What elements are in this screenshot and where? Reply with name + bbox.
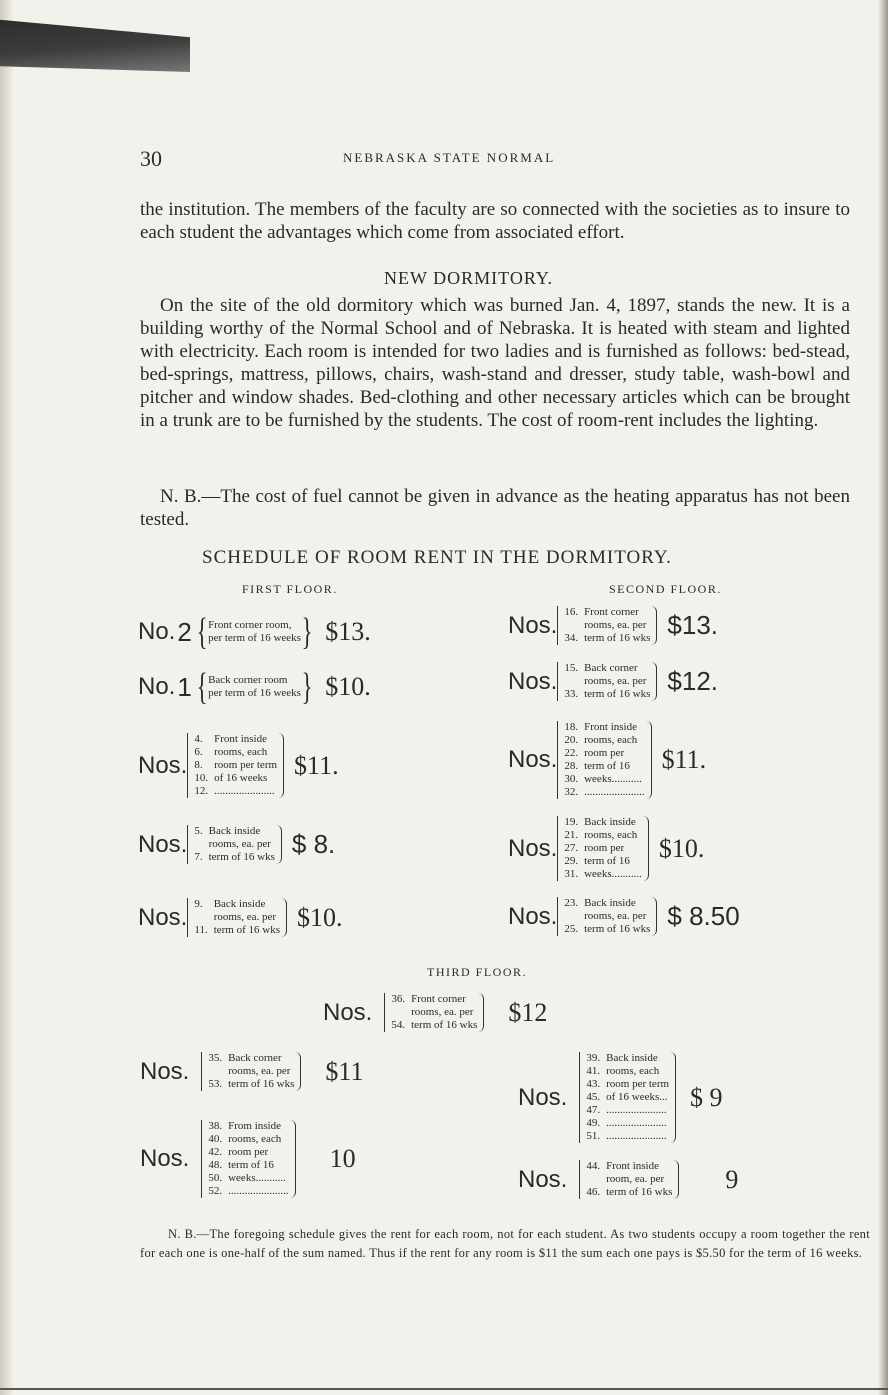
desc-line: Back inside <box>606 1052 658 1064</box>
room-number: 45. <box>586 1091 601 1103</box>
room-number: 7. <box>194 851 203 863</box>
entry-prefix: Nos. <box>140 1057 190 1085</box>
room-number <box>564 675 578 688</box>
room-number: 43. <box>586 1078 601 1090</box>
desc-line: Back corner room <box>208 674 288 686</box>
room-entry <box>508 662 718 701</box>
desc-line: ...................... <box>584 786 645 798</box>
room-entry <box>140 1120 356 1198</box>
room-number: 39. <box>586 1052 601 1064</box>
room-entry <box>508 816 704 881</box>
entry-prefix: No. <box>138 618 176 645</box>
desc-line: weeks........... <box>228 1172 286 1184</box>
desc-line: Front corner room, <box>208 619 292 631</box>
room-number <box>208 1065 222 1078</box>
dormitory-paragraph: On the site of the old dormitory which was burned Jan. 4, 1897, stands the new. It is a building worthy of the Normal School and of Nebraska. It is heated with steam and lighted with electricity. Each room is intended for two ladies and is furnished as follows: bed-stead, bed-springs, mattress, pillows, chairs, wash-stand and dresser, study table, wash-bowl and pitcher and window shades. Bed-clothing and other necessary articles which can be brought in a trunk are to be furnished by the students. The cost of room-rent includes the lighting. <box>140 295 850 431</box>
room-entry <box>508 606 718 645</box>
desc-line: rooms, ea. per <box>208 838 271 850</box>
room-price: $11. <box>661 745 707 774</box>
desc-line: term of 16 wks <box>213 924 280 936</box>
room-price: $12 <box>508 997 548 1027</box>
entry-prefix: Nos. <box>138 830 188 858</box>
room-price: $10. <box>297 902 343 932</box>
room-number: 9. <box>194 898 203 910</box>
desc-line: Back inside <box>584 816 636 828</box>
entry-prefix: Nos. <box>508 611 558 639</box>
desc-line: ...................... <box>606 1117 667 1129</box>
desc-line: rooms, each <box>606 1065 660 1077</box>
desc-line: per term of 16 weeks <box>208 632 301 644</box>
entry-prefix: Nos. <box>508 746 558 773</box>
room-number: 10. <box>194 772 209 784</box>
desc-line: term of 16 wks <box>208 851 275 863</box>
desc-line: rooms, ea. per <box>213 911 277 923</box>
room-number: 28. <box>564 760 579 772</box>
room-number: 41. <box>586 1065 601 1077</box>
room-number: 1 <box>177 671 192 702</box>
room-number: 6. <box>194 746 203 758</box>
entry-prefix: Nos. <box>138 751 188 779</box>
room-entry <box>508 721 706 799</box>
room-number: 22. <box>564 747 579 759</box>
room-number: 34. <box>564 632 579 644</box>
room-entry <box>518 1160 738 1199</box>
intro-paragraph: the institution. The members of the faculty are so connected with the societies as to insure to each student the advantages which come from associated effort. <box>140 199 850 243</box>
entry-prefix: Nos. <box>508 834 558 862</box>
desc-line: ...................... <box>214 785 275 797</box>
page-edge-left <box>0 0 14 1395</box>
room-number: 12. <box>194 785 209 797</box>
room-entry <box>138 733 339 798</box>
desc-line: rooms, each <box>584 734 638 746</box>
room-number <box>564 910 578 923</box>
room-number: 27. <box>564 842 579 854</box>
desc-line: weeks........... <box>584 773 642 785</box>
fuel-note: N. B.—The cost of fuel cannot be given in advance as the heating apparatus has not been tested. <box>140 486 850 530</box>
room-number: 52. <box>208 1185 223 1197</box>
entry-prefix: Nos. <box>518 1083 568 1111</box>
room-number: 35. <box>208 1052 223 1064</box>
room-price: $ 8. <box>291 829 336 859</box>
desc-line: rooms, ea. per <box>411 1006 474 1018</box>
room-number: 42. <box>208 1146 223 1158</box>
entry-prefix: Nos. <box>508 902 558 930</box>
desc-line: Back corner <box>228 1052 282 1064</box>
desc-line: From inside <box>228 1120 281 1132</box>
room-price: $ 8.50 <box>667 901 740 931</box>
room-price: $12. <box>667 666 719 696</box>
desc-line: Front inside <box>214 733 267 745</box>
room-number: 2 <box>177 616 192 647</box>
desc-line: room per <box>584 842 625 854</box>
room-number: 16. <box>564 606 579 618</box>
desc-line: term of 16 wks <box>584 923 651 935</box>
desc-line: term of 16 wks <box>228 1078 295 1090</box>
desc-line: Front corner <box>584 606 639 618</box>
desc-line: term of 16 <box>584 760 630 772</box>
desc-line: Back inside <box>213 898 266 910</box>
room-number: 38. <box>208 1120 223 1132</box>
entry-prefix: Nos. <box>140 1145 190 1172</box>
room-number: 30. <box>564 773 579 785</box>
room-number: 21. <box>564 829 579 841</box>
room-entry <box>518 1052 723 1143</box>
room-number: 51. <box>586 1130 601 1142</box>
desc-line: term of 16 <box>228 1159 274 1171</box>
room-entry <box>508 897 740 936</box>
desc-line: of 16 weeks <box>214 772 268 784</box>
desc-line: Front corner <box>411 993 466 1005</box>
desc-line: rooms, each <box>228 1133 282 1145</box>
room-entry <box>138 668 371 706</box>
running-head: NEBRASKA STATE NORMAL <box>343 150 556 165</box>
room-number: 50. <box>208 1172 223 1184</box>
room-price: $10. <box>658 833 705 863</box>
desc-line: per term of 16 weeks <box>208 687 301 699</box>
page-number: 30 <box>140 146 162 171</box>
first-floor-label: FIRST FLOOR. <box>242 582 338 596</box>
desc-line: ...................... <box>606 1104 667 1116</box>
desc-line: ...................... <box>606 1130 667 1142</box>
desc-line: room per <box>584 747 625 759</box>
room-number <box>391 1006 405 1019</box>
room-number: 15. <box>564 662 579 674</box>
right-brace: } <box>301 611 313 653</box>
left-brace: { <box>196 611 208 653</box>
room-number: 11. <box>194 924 208 936</box>
desc-line: term of 16 wks <box>411 1019 478 1031</box>
room-price: $11 <box>325 1056 364 1086</box>
room-price: $ 9 <box>690 1082 723 1112</box>
desc-line: room per term <box>214 759 278 771</box>
footnote: N. B.—The foregoing schedule gives the rent for each room, not for each student. As two students occupy a room together the rent for each one is one-half of the sum named. Thus if the rent for any room is $11 the sum each one pays is $5.50 for the term of 16 weeks. <box>140 1227 870 1260</box>
desc-line: rooms, each <box>584 829 638 841</box>
entry-prefix: Nos. <box>518 1165 568 1193</box>
desc-line: term of 16 wks <box>584 688 651 700</box>
entry-prefix: Nos. <box>138 903 188 931</box>
desc-line: rooms, ea. per <box>584 675 647 687</box>
room-number: 33. <box>564 688 579 700</box>
room-entry <box>323 993 547 1032</box>
desc-line: Back corner <box>584 662 638 674</box>
desc-line: Front inside <box>606 1160 659 1172</box>
entry-prefix: Nos. <box>508 667 558 695</box>
room-number <box>586 1173 600 1186</box>
page-bottom-edge <box>0 1388 888 1390</box>
room-number: 48. <box>208 1159 223 1171</box>
desc-line: rooms, each <box>214 746 268 758</box>
desc-line: room, ea. per <box>606 1173 665 1185</box>
desc-line: Back inside <box>584 897 636 909</box>
room-number: 31. <box>564 868 579 880</box>
desc-line: term of 16 wks <box>606 1186 673 1198</box>
desc-line: Back inside <box>208 825 261 837</box>
room-number: 5. <box>194 825 203 837</box>
desc-line: Front inside <box>584 721 637 733</box>
desc-line: term of 16 wks <box>584 632 651 644</box>
room-number <box>564 619 578 632</box>
room-number: 36. <box>391 993 406 1005</box>
room-entry <box>138 613 371 651</box>
room-number: 53. <box>208 1078 223 1090</box>
room-number: 25. <box>564 923 579 935</box>
desc-line: weeks........... <box>584 868 642 880</box>
left-brace: { <box>196 666 208 708</box>
room-entry <box>140 1052 363 1091</box>
room-number: 18. <box>564 721 579 733</box>
room-number: 19. <box>564 816 579 828</box>
room-number: 8. <box>194 759 203 771</box>
entry-prefix: No. <box>138 673 176 700</box>
room-number: 20. <box>564 734 579 746</box>
desc-line: term of 16 <box>584 855 630 867</box>
room-number: 49. <box>586 1117 601 1129</box>
room-price: 9 <box>725 1164 739 1194</box>
desc-line: room per term <box>606 1078 670 1090</box>
desc-line: rooms, ea. per <box>228 1065 291 1077</box>
second-floor-label: SECOND FLOOR. <box>609 582 722 596</box>
room-number: 47. <box>586 1104 601 1116</box>
room-number: 54. <box>391 1019 406 1031</box>
section-title: NEW DORMITORY. <box>384 268 554 288</box>
desc-line: room per <box>228 1146 269 1158</box>
entry-prefix: Nos. <box>323 998 373 1026</box>
room-entry <box>138 898 343 937</box>
room-price: 10 <box>329 1144 356 1173</box>
desc-line: ...................... <box>228 1185 289 1197</box>
room-number: 23. <box>564 897 579 909</box>
desc-line: of 16 weeks... <box>606 1091 668 1103</box>
page-edge-right <box>878 0 888 1395</box>
room-number: 44. <box>586 1160 601 1172</box>
room-price: $11. <box>294 750 339 780</box>
room-price: $13. <box>325 617 371 646</box>
schedule-title: SCHEDULE OF ROOM RENT IN THE DORMITORY. <box>202 547 672 568</box>
room-number: 4. <box>194 733 203 745</box>
room-price: $10. <box>325 672 371 701</box>
room-number <box>194 911 207 924</box>
room-number <box>194 838 202 851</box>
third-floor-label: THIRD FLOOR. <box>427 965 528 979</box>
room-number: 40. <box>208 1133 223 1145</box>
room-number: 29. <box>564 855 579 867</box>
desc-line: rooms, ea. per <box>584 910 647 922</box>
room-number: 32. <box>564 786 579 798</box>
room-price: $13. <box>667 610 719 640</box>
right-brace: } <box>301 666 313 708</box>
room-entry <box>138 825 335 864</box>
desc-line: rooms, ea. per <box>584 619 647 631</box>
binder-clip <box>0 14 190 72</box>
room-number: 46. <box>586 1186 601 1198</box>
